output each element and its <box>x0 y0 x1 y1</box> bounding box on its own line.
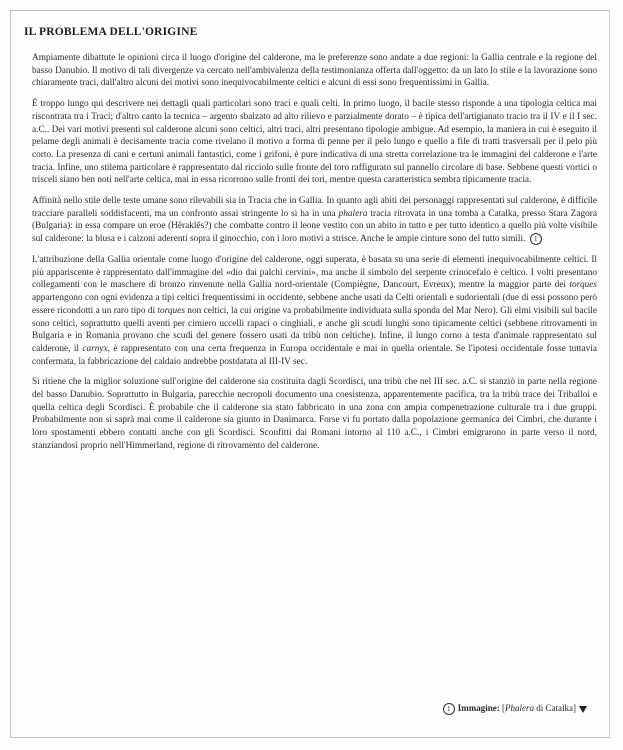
article-body <box>32 52 597 461</box>
caption-note-marker: 1 <box>443 703 455 715</box>
image-caption[interactable] <box>443 703 587 715</box>
paragraph-3-text-b: tracia ritrovata in una tomba a Catalka, presso Stara Zagora (Bulgaria): in essa compare un eroe (Hêraklês?) che combatte contro il leone vestito con un abito in tutto e per tutto identico a quello più volte visibile sul calderone: la blusa e i calzoni aderenti sopra il ginocchio, con i loro motivi a strisce. Anche le ampie cinture sono del tutto simili. <box>32 208 597 245</box>
caption-open-bracket: [ <box>502 703 505 714</box>
caption-italic: Phalera <box>505 703 534 714</box>
paragraph-5: Si ritiene che la miglior soluzione sull'origine del calderone sia costituita dagli Scordisci, una tribù che nel III sec. a.C. si stanziò in parte nella regione del basso Danubio. Soprattutto in Bulgaria, parecchie necropoli documento una coesistenza, apparentemente pacifica, tra la tribù trace dei Triballoi e quella celtica degli Scordisci. È probabile che il calderone sia stato fabbricato in una zona con ampia compenetrazione culturale tra i due gruppi. Probabilmente non si saprà mai come il calderone sia giunto in Danimarca. Forse vi fu portato dalla popolazione germanica dei Cimbri, che durante i loro spostamenti ebbero contatti anche con gli Scordisci. Sconfitti dai Romani intorno al 110 a.C., i Cimbri emigrarono in parte verso il nord, stanziandosi proprio nell'Himmerland, regione di ritrovamento del calderone. <box>32 377 597 451</box>
section-title: IL PROBLEMA DELL'ORIGINE <box>24 26 198 38</box>
paragraph-3 <box>32 195 597 246</box>
paragraph-4-text-d: , è rappresentato con una certa frequenza in Europa occidentale e mai in quella orientale. Se l'ipotesi occidentale fosse tuttavia confermata, la fabbricazione del caldaio andrebbe postdatata al III-IV sec. <box>32 343 597 367</box>
caption-rest: di Catalka] <box>534 703 576 714</box>
down-triangle-icon[interactable] <box>579 706 587 713</box>
paragraph-4-text-b: appartengono con ogni evidenza a tipi celtici frequentissimi in occidente, sebbene anche usati da Celti orientali e sudorientali (due di essi possono però essere ricondotti a un raro tipo di <box>32 293 597 316</box>
caption-label: Immagine: <box>457 703 500 714</box>
paragraph-4-text-c: non celtici, la cui origine va probabilmente individuata sulla sponda del Mar Nero). Gli elmi visibili sul bacile sono celtici, soprattutto quelli aventi per cimiero uccelli rapaci o cinghiali, e anche gli scudi lunghi sono tipicamente celtici (sebbene ritrovamenti in Bulgaria e in Romania provano che scudi del genere fossero usati da tribù non celtiche). Infine, il lungo corno a testa d'animale rappresentato sul calderone, il <box>32 305 597 354</box>
paragraph-3-text-a: Affinità nello stile delle teste umane sono rilevabili sia in Tracia che in Gallia. In quanto agli abiti dei personaggi rappresentati sul calderone, è difficile tracciare paralleli soddisfacenti, ma un confronto assai stringente lo si ha in una <box>32 196 597 219</box>
paragraph-4-text-a: L'attribuzione della Gallia orientale come luogo d'origine del calderone, oggi superata, è basata su una serie di elementi inequivocabilmente celtici. Il più appariscente è rappresentato dall'immagine del «dio dai palchi cervini», ma anche il simbolo del serpente crinocefalo è celtico. I volti presentano collegamenti con le maschere di bronzo rinvenute nella Gallia nord-orientale (Compiègne, Dancourt, Evreux), mentre la maggior parte dei <box>32 254 597 291</box>
note-marker-1[interactable]: 1 <box>530 233 542 245</box>
carnyx-term: carnyx <box>82 343 108 354</box>
paragraph-2: È troppo lungo qui descrivere nei dettagli quali particolari sono traci e quali celti. In primo luogo, il bacile stesso risponde a una tipologia celtica mai riscontrata tra i Traci; d'altro canto la tecnica – argento sbalzato ad alto rilievo e parzialmente dorato – è tipica dell'artigianato tracio tra il IV e il I sec. a.C.. Dei vari motivi presenti sul calderone alcuni sono celtici, altri traci, altri presentano tipologie ambigue. Ad esempio, la maniera in cui è eseguito il pelame degli animali è decisamente tracia come rivelano il motivo a forma di penne per il pelo lungo e quello a file di tratti trasversali per il pelo più corto. La presenza di cani e certuni animali fantastici, come i grifoni, è pure indicativa di una stretta correlazione tra le immagini del calderone e l'arte tracia. Infine, uno stilema particolare è rappresentato dal ricciolo sulle fronte del toro raffigurato sul pannello circolare di base. Sebbene questi vortici o trisceli siano ben noti nell'arte celtica, mai in essa ricorrono sulle fronti dei tori, mentre questa caratteristica sembra tipicamente tracia. <box>32 99 597 186</box>
paragraph-4 <box>32 254 597 368</box>
paragraph-1: Ampiamente dibattute le opinioni circa il luogo d'origine del calderone, ma le preferenze sono andate a due regioni: la Gallia centrale e la regione del basso Danubio. Il motivo di tali divergenze va cercato nell'ambivalenza della testimonianza offerta dall'oggetto: da un lato lo stile e la lavorazione sono chiaramente traci, dall'altro alcuni dei motivi sono inequivocabilmente celtici e alcuni di essi sono frequentissimi in Gallia. <box>32 53 597 89</box>
phalera-term: phalera <box>338 208 368 219</box>
torques-term-1: torques <box>569 280 597 291</box>
torques-term-2: torques <box>157 305 185 316</box>
